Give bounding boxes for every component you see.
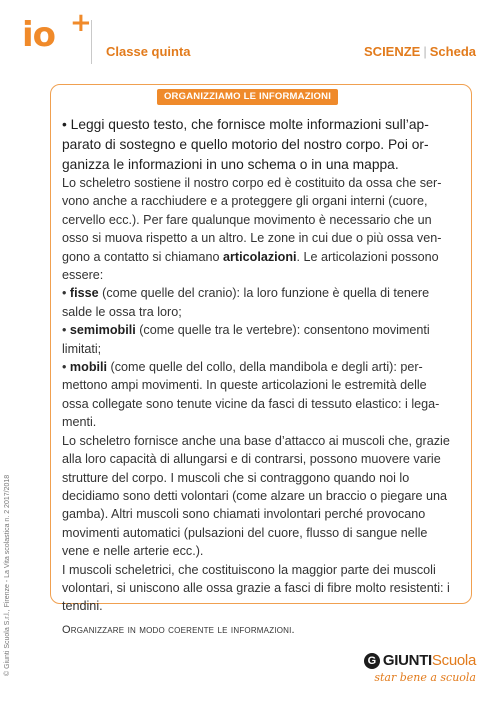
term-fisse: fisse	[69, 286, 99, 301]
publisher-name-main: GIUNTI	[382, 652, 432, 669]
publisher-name-accent: Scuola	[431, 652, 476, 669]
logo-plus: +	[70, 8, 91, 38]
publisher-tagline: star bene a scuola	[374, 671, 476, 684]
sheet-type: Scheda	[429, 44, 476, 59]
paragraph-text: . Le articolazioni possono essere:	[62, 249, 439, 283]
paragraph-tendons: I muscoli scheletrici, che costituiscono la maggior parte dei muscoli volontari, si uniscono alle ossa grazie a fasci di fibre molto resistenti: i tendini.	[62, 562, 450, 614]
objective-note: Organizzare in modo coerente le informazioni.	[62, 624, 295, 636]
paragraph-muscles: Lo scheletro fornisce anche una base d’attacco ai muscoli che, grazie alla loro capacità di allungarsi e di contrarsi, possono muovere varie strutture del corpo. I muscoli che si contraggono quando noi lo decidiamo sono detti volontari (come alzare un braccio o piegare una gamba). Altri muscoli sono chiamati involontari perché provocano movimenti automatici (pulsazioni del cuore, flusso di sangue nelle vene e nelle arterie ecc.).	[62, 433, 450, 559]
bullet-text: (come quelle del collo, della mandibola e degli arti): permettono ampi movimenti. In queste articolazioni le estremità delle ossa collegate sono tenute vicine da fasci di tessuto elastico: i legamenti.	[62, 360, 440, 430]
logo-divider	[91, 20, 92, 64]
logo-text: io	[22, 15, 56, 55]
subject-label	[364, 44, 476, 59]
bullet-mark: •	[62, 360, 70, 375]
subject-name: SCIENZE	[364, 44, 421, 59]
giunti-g-icon: G	[364, 653, 380, 669]
term-semimobili: semimobili	[69, 323, 136, 338]
section-title: ORGANIZZIAMO LE INFORMAZIONI	[157, 89, 338, 105]
body-text	[62, 174, 452, 616]
bullet-mark: •	[62, 323, 70, 338]
paragraph-text: Lo scheletro sostiene il nostro corpo ed è costituito da ossa che servono anche a racchiudere e a proteggere gli organi interni (cuore, cervello ecc.). Per fare qualunque movimento è necessario che un osso si muova rispetto a un altro. Le zone in cui due o più ossa vengono a contatto si chiamano	[62, 176, 442, 264]
publisher-name	[383, 652, 476, 669]
bullet-text: (come quelle tra le vertebre): consentono movimenti limitati;	[62, 323, 430, 356]
bullet-fisse	[62, 284, 452, 321]
class-label: Classe quinta	[106, 44, 191, 59]
bullet-mark: •	[62, 286, 70, 301]
bullet-semimobili	[62, 321, 452, 358]
publisher-logo	[364, 652, 476, 684]
copyright-credit: © Giunti Scuola S.r.l., Firenze - La Vita scolastica n. 2 2017/2018	[4, 474, 11, 676]
bullet-mobili	[62, 358, 452, 432]
bullet-text: (come quelle del cranio): la loro funzione è quella di tenere salde le ossa tra loro;	[62, 286, 430, 319]
paragraph-skeleton	[62, 174, 452, 284]
subject-separator: |	[423, 44, 427, 59]
term-mobili: mobili	[69, 360, 108, 375]
instruction-text: • Leggi questo testo, che fornisce molte informazioni sull’apparato di sostegno e quello motorio del nostro corpo. Poi organizza le informazioni in uno schema o in una mappa.	[62, 117, 429, 172]
io-plus-logo	[22, 8, 91, 55]
term-articolazioni: articolazioni	[223, 249, 297, 264]
